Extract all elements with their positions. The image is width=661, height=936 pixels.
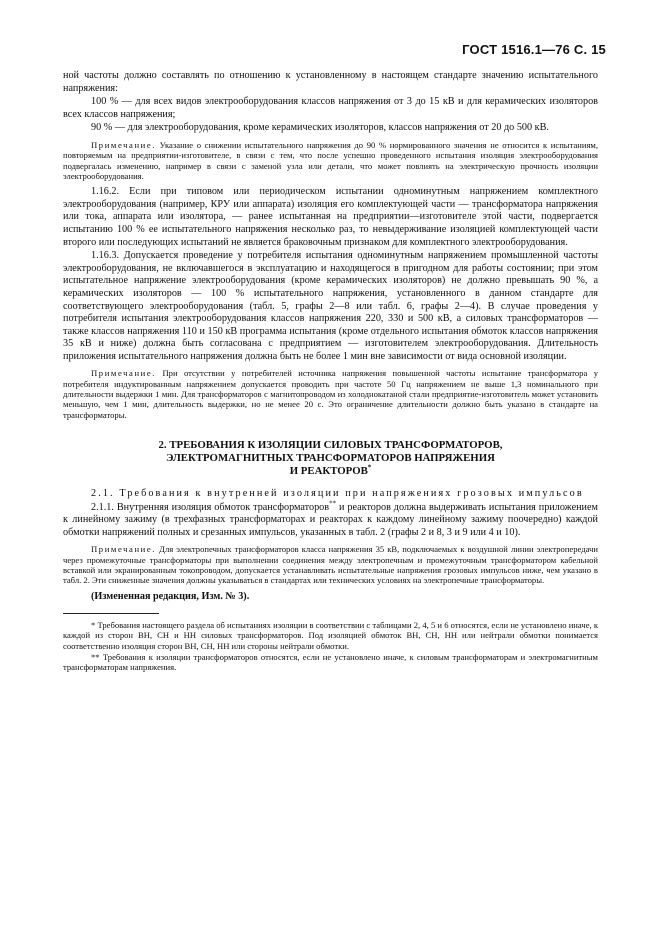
subsection-2-1: 2.1. Требования к внутренней изоляции при напряжениях грозовых импульсов <box>91 487 584 499</box>
paragraph-2-1-1 <box>63 499 598 540</box>
revision-note: (Измененная редакция, Изм. № 3). <box>91 590 250 602</box>
paragraph-2-1-1-rest: и реакторов должна выдерживать испытания приложением к линейному зажиму (в трехфазных трансформаторах и реакторах к каждому линейному зажиму поочередно) каждой обмотки напряжений полных и срезанных импульсов, указанных в табл. 2 (графы 2 и 8, 3 и 9 или 4 и 10). <box>63 501 598 538</box>
section-title-line-1: 2. ТРЕБОВАНИЯ К ИЗОЛЯЦИИ СИЛОВЫХ ТРАНСФОРМАТОРОВ, <box>158 438 503 451</box>
section-2-title <box>63 439 598 478</box>
note-3-text: Для электропечных трансформаторов класса напряжения 35 кВ, подключаемых к воздушной линии электропередачи через промежуточные трансформаторы при выполнении соединения между электропечным и промежуточным трансформатором кабельной вставкой или экранированным токопроводом, допускается устанавливать испытательные напряжения грозовых импульсов ниже, чем указано в табл. 2. Эти сниженные значения должны указываться в стандартах или технических условиях на электропечные трансформаторы. <box>63 544 598 586</box>
footnote-2: ** Требования к изоляции трансформаторов относятся, если не установлено иначе, к силовым трансформаторам и электромагнитным трансформаторам напряжения. <box>63 652 598 673</box>
note-1 <box>63 140 598 181</box>
note-3 <box>63 544 598 585</box>
note-2-label: Примечание. <box>91 368 157 379</box>
running-head: ГОСТ 1516.1—76 С. 15 <box>462 42 606 57</box>
footnote-mark-2: ** <box>329 499 337 508</box>
section-title-line-2: ЭЛЕКТРОМАГНИТНЫХ ТРАНСФОРМАТОРОВ НАПРЯЖЕНИЯ <box>166 451 495 464</box>
paragraph-1-16-3: 1.16.3. Допускается проведение у потребителя испытания одноминутным напряжением промышленной частоты электрооборудования, не включавшегося в эксплуатацию и находящегося в пригодном для работы состоянии; при этом испытательное напряжение электрооборудования (кроме керамических изоляторов) не должно превышать 90 %, а керамических изоляторов — 100 % испытательного напряжения, установленного в данном стандарте для соответствующего электрооборудования (табл. 5, графы 2—8 или табл. 6, графы 2—4). В случае проведения у потребителя испытания электрооборудования классов напряжения 220, 330 и 500 кВ, а силовых трансформаторов — также классов напряжения 110 и 150 кВ программа испытания (кроме отдельного испытания обмоток классов напряжения 35 кВ и ниже) должна быть согласована с предприятием — изготовителем электрооборудования. Длительность приложения испытательного напряжения должна быть не более 1 мин вне зависимости от вида основной изоляции. <box>63 250 598 362</box>
note-1-label: Примечание. <box>91 139 157 150</box>
note-2-text: При отсутствии у потребителей источника напряжения повышенной частоты испытание трансформатора у потребителя индуктированным напряжением допускается проводить при частоте 50 Гц напряжением не выше 1,3 номинального при длительности выдержки 1 мин. Для трансформаторов с магнитопроводом из холоднокатаной стали предприятие-изготовитель может установить меньшую, чем 1 мин, длительность выдержки, но не менее 20 с. Это ограничение длительности должно быть указано в стандарте на трансформаторы. <box>63 368 598 420</box>
paragraph-1-16-2: 1.16.2. Если при типовом или периодическом испытании одноминутным напряжением комплектного электрооборудования (например, КРУ или аппарата) изоляция его комплектующей части — трансформатора напряжения или тока, аппарата или изолятора, — ранее испытанная на предприятии—изготовителе этой части, подвергается испытанию 100 % ее испытательного напряжения несколько раз, то невыдерживание изоляцией комплектующей части второго или последующих испытаний не является браковочным признаком для комплектного электрооборудования. <box>63 186 598 248</box>
section-title-footnote-mark: * <box>367 463 372 472</box>
paragraph-100-percent: 100 % — для всех видов электрооборудования классов напряжения от 3 до 15 кВ и для керамических изоляторов всех классов напряжения; <box>63 96 598 120</box>
paragraph-2-1-1-start: 2.1.1. Внутренняя изоляция обмоток трансформаторов <box>91 501 330 513</box>
section-title-line-3: И РЕАКТОРОВ <box>289 464 368 477</box>
paragraph-continuation: ной частоты должно составлять по отношению к установленному в настоящем стандарте значению испытательного напряжения: <box>63 70 598 94</box>
note-2 <box>63 368 598 419</box>
note-3-label: Примечание. <box>91 544 157 555</box>
footnote-1: * Требования настоящего раздела об испытаниях изоляции в соответствии с таблицами 2, 4, 5 и 6 относятся, если не установлено иначе, к каждой из сторон ВН, СН и НН силовых трансформаторов. Под изоляцией обмоток ВН, СН, НН или нейтрали обмотки понимается соответственно изоляция сторон ВН, СН, НН или стороны нейтрали обмотки. <box>63 620 598 651</box>
paragraph-90-percent: 90 % — для электрооборудования, кроме керамических изоляторов, классов напряжения от 20 до 500 кВ. <box>91 122 549 134</box>
footnote-divider <box>63 613 159 614</box>
note-1-text: Указание о снижении испытательного напряжения до 90 % нормированного значения не относится к испытаниям, повторяемым на предприятии-изготовителе, в связи с тем, что после успешно проведенного испытания изоляция электрооборудования подвергалась изменению, например в связи с заменой узла или детали, что может повлиять на электрическую прочность изоляции электрооборудования. <box>63 139 598 181</box>
document-body <box>63 70 598 674</box>
